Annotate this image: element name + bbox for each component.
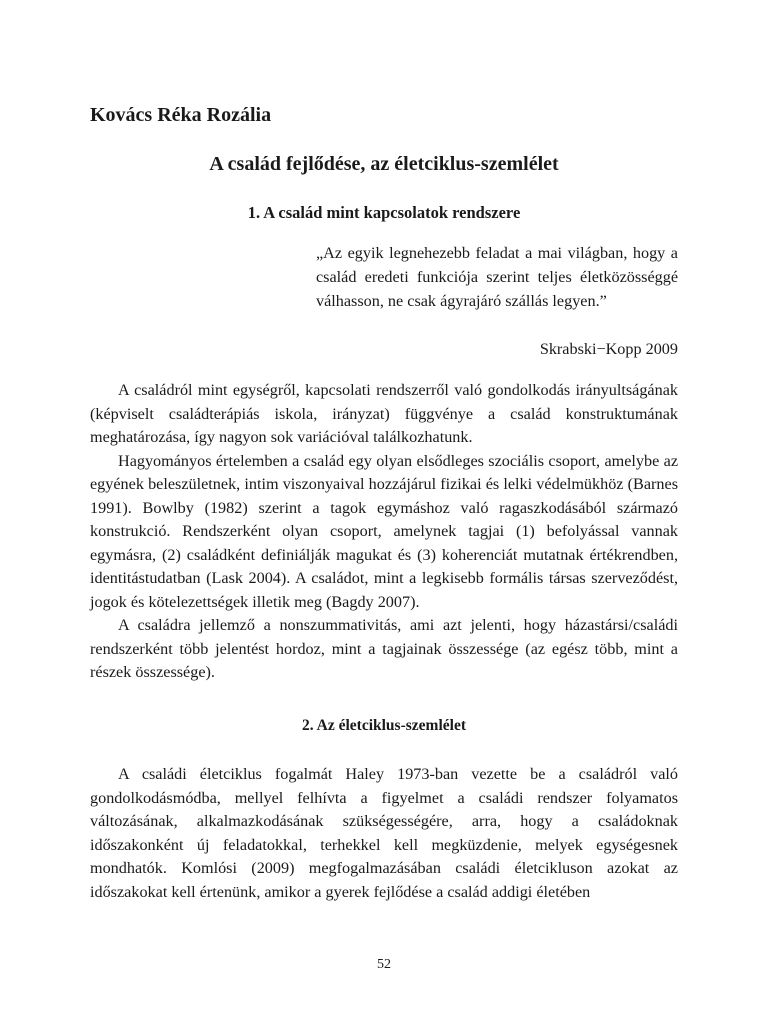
paragraph: Hagyományos értelemben a család egy olyan elsődleges szociális csoport, amelybe az egyének beleszületnek, intim viszonyaival hozzájárul fizikai és lelki védelmükhöz (Barnes 1991). Bowlby (1982) szerint a tagok egymáshoz való ragaszkodásából származó konstrukció. Rendszerként olyan csoport, amelynek tagjai (1) befolyással vannak egymásra, (2) családként definiálják magukat és (3) koherenciát mutatnak értékrendben, identitástudatban (Lask 2004). A családot, mint a legkisebb formális társas szerveződést, jogok és kötelezettségek illetik meg (Bagdy 2007). — [90, 451, 678, 611]
section-1-body — [90, 379, 678, 685]
page-number: 52 — [377, 957, 391, 972]
paragraph: A családról mint egységről, kapcsolati rendszerről való gondolkodás irányultságának (képviselt családterápiás iskola, irányzat) függvénye a család konstruktumának meghatározása, így nagyon sok variációval találkozhatunk. — [90, 381, 678, 446]
section-2-body — [90, 763, 678, 904]
epigraph-source: Skrabski−Kopp 2009 — [539, 340, 678, 358]
author-name: Kovács Réka Rozália — [90, 104, 272, 126]
paragraph: A családi életciklus fogalmát Haley 1973-ban vezette be a családról való gondolkodásmódba, mellyel felhívta a figyelmet a családi rendszer folyamatos változásának, alkalmazkodásának szükségességére, arra, hogy a családoknak időszakonként új feladatokkal, terhekkel kell megküzdenie, melyek egységesnek mondhatók. Komlósi (2009) megfogalmazásában családi életcikluson azokat az időszakokat kell értenünk, amikor a gyerek fejlődése a család addigi életében — [90, 765, 678, 901]
section-heading-1: 1. A család mint kapcsolatok rendszere — [247, 203, 521, 222]
chapter-title: A család fejlődése, az életciklus-szemlélet — [209, 153, 559, 175]
section-heading-2: 2. Az életciklus-szemlélet — [302, 717, 466, 734]
paragraph: A családra jellemző a nonszummativitás, ami azt jelenti, hogy házastársi/családi rendszerként több jelentést hordoz, mint a tagjainak összessége (az egész több, mint a részek összessége). — [90, 616, 678, 681]
epigraph-quote: „Az egyik legnehezebb feladat a mai világban, hogy a család eredeti funkciója szerint teljes életközösséggé válhasson, ne csak ágyrajáró szállás legyen.” — [316, 244, 678, 310]
